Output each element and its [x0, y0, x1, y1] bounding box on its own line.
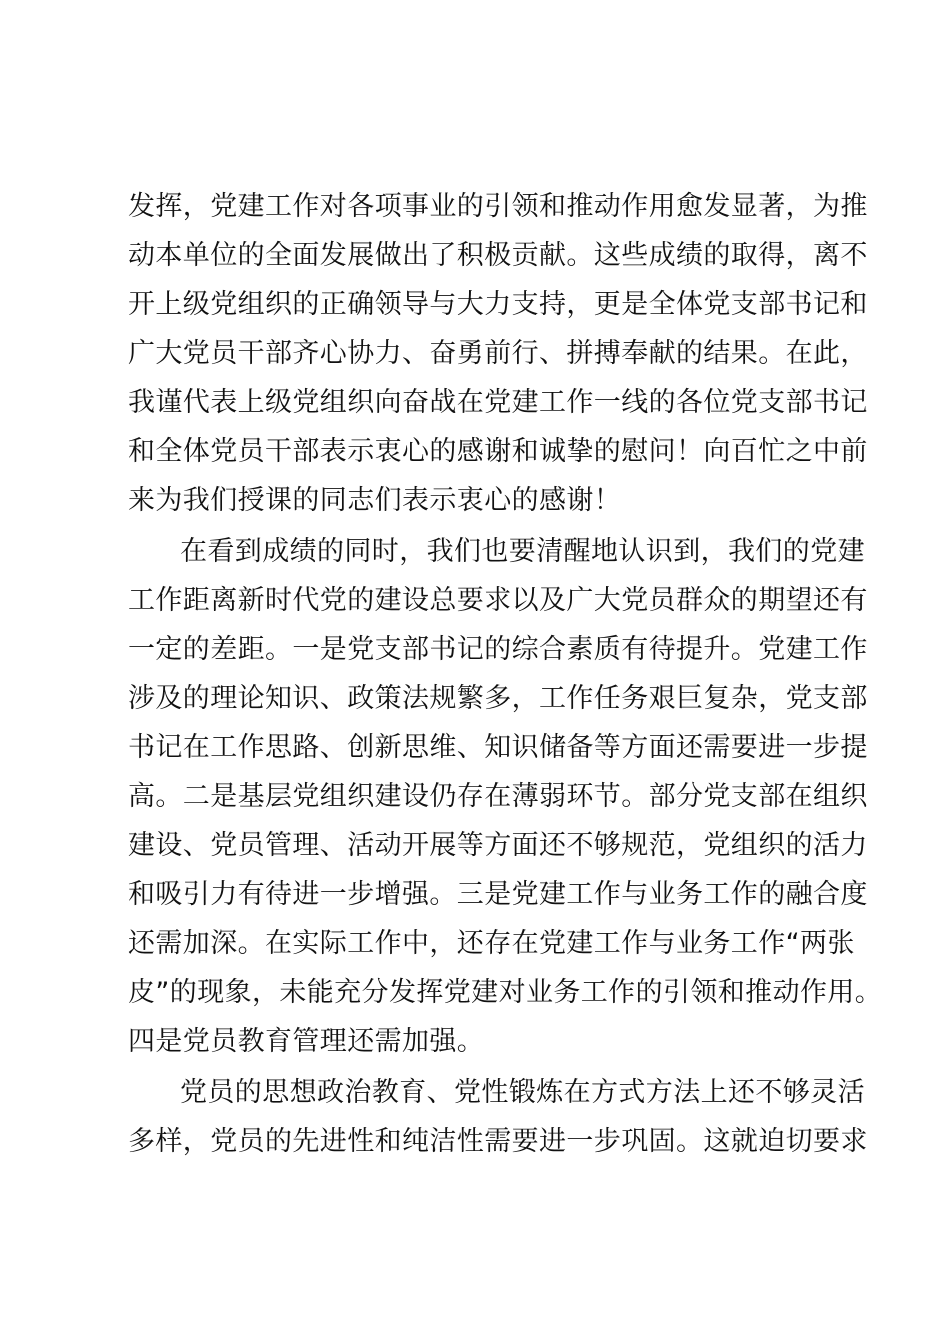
- text-line: 在看到成绩的同时，我们也要清醒地认识到，我们的党建: [180, 536, 865, 567]
- text-line: 书记在工作思路、创新思维、知识储备等方面还需要进一步提: [128, 732, 868, 763]
- text-line: 和全体党员干部表示衷心的感谢和诚挚的慰问！向百忙之中前: [128, 436, 868, 467]
- text-line: 多样，党员的先进性和纯洁性需要进一步巩固。这就迫切要求: [128, 1126, 868, 1157]
- paragraph-2: [128, 527, 883, 1066]
- text-line: 高。二是基层党组织建设仍存在薄弱环节。部分党支部在组织: [128, 781, 868, 812]
- paragraph-3: [128, 1068, 868, 1166]
- text-line: 一定的差距。一是党支部书记的综合素质有待提升。党建工作: [128, 634, 868, 665]
- text-line: 我谨代表上级党组织向奋战在党建工作一线的各位党支部书记: [128, 387, 868, 418]
- text-line: 动本单位的全面发展做出了积极贡献。这些成绩的取得，离不: [128, 240, 868, 271]
- text-line: 建设、党员管理、活动开展等方面还不够规范，党组织的活力: [128, 830, 868, 861]
- text-line: 涉及的理论知识、政策法规繁多，工作任务艰巨复杂，党支部: [128, 683, 868, 714]
- text-line: 党员的思想政治教育、党性锻炼在方式方法上还不够灵活: [180, 1077, 865, 1108]
- text-line: 广大党员干部齐心协力、奋勇前行、拼搏奉献的结果。在此，: [128, 338, 868, 369]
- text-line: 还需加深。在实际工作中，还存在党建工作与业务工作“两张: [128, 928, 855, 959]
- text-line: 工作距离新时代党的建设总要求以及广大党员群众的期望还有: [128, 585, 868, 616]
- text-line: 和吸引力有待进一步增强。三是党建工作与业务工作的融合度: [128, 879, 868, 910]
- text-line: 发挥，党建工作对各项事业的引领和推动作用愈发显著，为推: [128, 191, 868, 222]
- text-line: 开上级党组织的正确领导与大力支持，更是全体党支部书记和: [128, 289, 868, 320]
- text-line: 皮”的现象，未能充分发挥党建对业务工作的引领和推动作用。: [128, 977, 883, 1008]
- text-line: 来为我们授课的同志们表示衷心的感谢！: [128, 485, 622, 516]
- paragraph-1: [128, 182, 868, 525]
- body-text: [128, 182, 883, 1166]
- text-line: 四是党员教育管理还需加强。: [128, 1026, 485, 1057]
